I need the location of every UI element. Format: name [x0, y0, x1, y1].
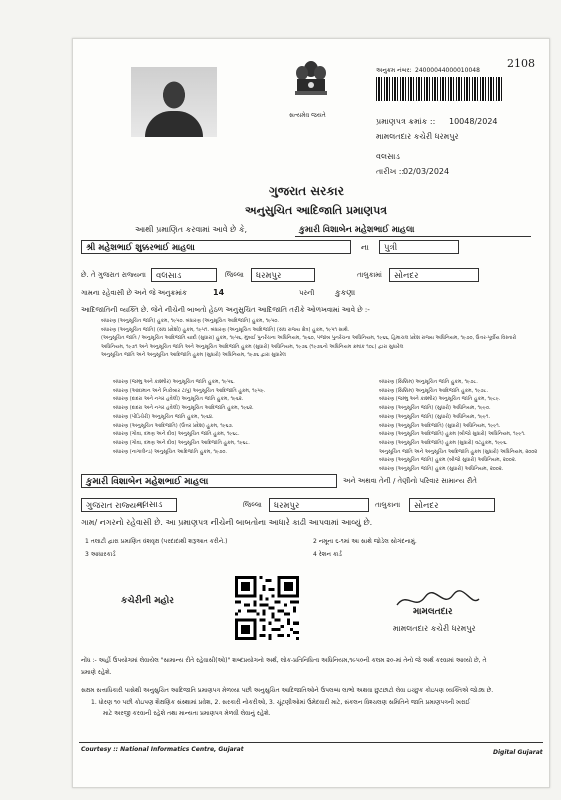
order-item: બંધારણ (અનુસૂચિત જાતિ) (સુધારો) અધિનિયમ, ૧૯૯૦.	[379, 405, 491, 412]
doc-item: 4 રેશન કાર્ડ	[313, 551, 342, 558]
district-label-2: જિલ્લા	[243, 501, 262, 509]
certificate-page	[72, 38, 550, 788]
order-item: બંધારણ (અનુસૂચિત આદિજાતિ) (ઉત્તર પ્રદેશ) હુકમ, ૧૯૬૭.	[113, 422, 234, 429]
applicant-name-2: કુમારી વિશાબેન મહેશભાઈ માહલા	[81, 474, 337, 488]
national-emblem-icon	[291, 57, 331, 109]
district-label-1: જિલ્લા	[225, 271, 244, 279]
relation: પુત્રી	[379, 240, 459, 254]
applicant-name: કુમારી વિશાબેન મહેશભાઈ માહલા	[295, 223, 531, 237]
district-name: વલસાડ	[376, 152, 400, 161]
taluka-label-2: તાલુકાના	[375, 501, 401, 509]
order-item: બંધારણ (આંદામાન અને નિકોબાર ટાપુ) અનુસૂચિત આદિજાતિ હુકમ, ૧૯૫૯.	[113, 387, 266, 394]
state-label: છે. તે ગુજરાત રાજ્યના	[81, 271, 146, 279]
order-item: બંધારણ (અનુસૂચિત જાતિ) હુકમ (સુધારો) અધિનિયમ, ૨૦૦૨.	[379, 466, 504, 473]
office-stamp-label: કચેરીની મહોર	[121, 596, 174, 606]
order-item: બંધારણ (અનુસૂચિત આદિજાતિ) (સુધારો) અધિનિયમ, ૧૯૯૧.	[379, 422, 501, 429]
order-item: બંધારણ (દાદરા અને નગર હવેલી) અનુસૂચિત આદિજાતિ હુકમ, ૧૯૬૨.	[113, 405, 254, 412]
barcode	[376, 77, 502, 101]
order-item: બંધારણ (ગોવા, દમણ અને દીવ) અનુસૂચિત જાતિ હુકમ, ૧૯૬૮.	[113, 431, 240, 438]
tribe-name: કુકણા	[335, 288, 356, 297]
note-3: 1. ધોરણ ૧૦ પછી કોઇપણ શૈક્ષણિક સંસ્થામાં પ્રવેશ, 2. સરકારી નોકરીઓ, 3. ચૂંટણીઓમાં ઉમેદવારી માટે, સંકલન વિશ્ચલણ સમિતિને જાતિ પ્રમાણપત્રની ખરાઈ	[91, 699, 471, 706]
footer-divider	[79, 742, 543, 743]
date-label: તારીખ ::	[376, 167, 405, 176]
qr-code	[235, 576, 299, 640]
note-1b: પ્રમાણે રહેશે.	[81, 669, 112, 676]
basis-line: ગામ/ નગરનો રહેવાસી છે. આ પ્રમાણપત્ર નીચેની બાબતોના આધારે કાઢી આપવામાં આવ્યું છે.	[81, 518, 373, 527]
officer-office: મામલતદાર કચેરી ધરમપુર	[393, 624, 476, 633]
tribe-description: આદિજાતિની વ્યક્તિ છે. જેને નીચેની બાબતો હેઠળ અનુસુચિત આદિજાતિ તરીકે ઓળખવામાં આવે છે :-	[81, 306, 370, 314]
cert-no-label: પ્રમાણપત્ર ક્રમાંક ::	[376, 117, 436, 126]
doc-item: 1 તલાટી દ્વારા પ્રમાણિત વંશવૃક્ષ (પરદાદાથી શરૂઆત કરીને.)	[85, 538, 228, 545]
applicant-photo	[131, 67, 217, 137]
cert-no: 10048/2024	[449, 117, 498, 126]
handwritten-number: 2108	[507, 57, 535, 70]
parent-name: શ્રી મહેશભાઈ શુક્કરભાઈ માહલા	[81, 240, 351, 254]
order-item: અનુસૂચિત જાતિ અને અનુસૂચિત આદિજાતિ હુકમ (સુધારો) અધિનિયમ, ૨૦૦૨	[379, 448, 538, 455]
courtesy-text: Courtesy :: National Informatics Centre, Gujarat	[81, 746, 244, 753]
resident-label: ગામના રહેવાસી છે અને જે અનુક્રમાંક	[81, 289, 187, 297]
act-item: અનુસૂચિત જાતિ અને અનુસૂચિત આદિજાતિ હુકમ (સુધારો) અધિનિયમ, ૧૯૭૬ દ્વારા સુધારેલ	[101, 352, 286, 359]
acts-list	[101, 317, 541, 360]
certificate-title: અનુસુચિત આદિજાતિ પ્રમાણપત્ર	[245, 204, 388, 217]
taluka-1: સોનદર	[389, 268, 479, 282]
serial-label: અનુક્રમ નંબર:	[376, 67, 412, 74]
orders-left	[113, 378, 265, 456]
emblem-caption: સત્યમેવ જયતે	[289, 112, 326, 119]
entry-number: 14	[213, 288, 225, 297]
serial-number: 24000044000010048	[415, 67, 480, 74]
village-2: વલસાડ	[137, 500, 163, 510]
note-3b: માટે અરજી કરવાની રહેશે તથા માન્યતા પ્રમાણપત્ર મેળવી લેવાનું રહેશે.	[103, 710, 271, 717]
government-title: ગુજરાત સરકાર	[269, 184, 344, 198]
order-item: બંધારણ (અનુસૂચિત જાતિ) હુકમ (બીજો સુધારો) અધિનિયમ, ૨૦૦૨.	[379, 457, 517, 464]
order-item: બંધારણ (અનુસૂચિત જાતિ) (સુધારો) અધિનિયમ, ૧૯૯૧.	[379, 413, 491, 420]
order-item: બંધારણ (દાદરા અને નગર હવેલી) અનુસૂચિત જાતિ હુકમ, ૧૯૬૨.	[113, 396, 244, 403]
orders-right	[379, 378, 537, 474]
act-item: બંધારણ (અનુસૂચિત જાતિ) (સંઘ પ્રદેશો) હુકમ, ૧૯૫૧. બંધારણ (અનુસૂચિત આદિજાતિ) (સંઘ રાજ્ય ક્ષેત્ર) હુકમ, ૧૯૫૧ સાથે.	[101, 326, 350, 333]
act-item: અધિનિયમ, ૧૯૭૧ અને અનુસૂચિત જાતિ અને અનુસૂચિત આદિજાતિ હુકમ (સુધારો) અધિનિયમ, ૧૯૭૬ (૧૯૭૬નો અધિનિયમ ક્રમાંક ૧૦૮) દ્વારા સુધારેલ	[101, 343, 404, 350]
act-item: (અનુસૂચિત જાતિ / અનુસૂચિત આદિજાતિ યાદી (સુધારા) હુકમ, ૧૯૫૬, મુંબઈ પુનર્રચના અધિનિયમ, ૧૯૬૦, પંજાબ પુનર્રચના અધિનિયમ, ૧૯૬૬, હિમાચલ પ્રદેશ રાજ્ય અધિનિયમ, ૧૯૭૦, ઉત્તર-પૂર્વીય વિસ્તારો	[101, 335, 517, 342]
act-item: બંધારણ (અનુસૂચિત જાતિ) હુકમ, ૧૯૫૦. બંધારણ (અનુસૂચિત આદિજાતિ) હુકમ, ૧૯૫૦.	[101, 318, 280, 324]
district-2: ધરમપુર	[269, 498, 369, 512]
order-item: બંધારણ (નાગાલેન્ડ) અનુસૂચિત આદિજાતિ હુકમ, ૧૯૭૦.	[113, 448, 227, 455]
order-item: બંધારણ (સિક્કિમ) અનુસૂચિત જાતિ હુકમ, ૧૯૭૮.	[379, 379, 478, 385]
taluka-label-1: તાલુકામાં	[357, 271, 382, 279]
doc-item: 3 આધારકાર્ડ	[85, 551, 116, 558]
order-item: બંધારણ (અનુસૂચિત આદિજાતિ) હુકમ (સુધારો) વટહુકમ, ૧૯૯૬.	[379, 439, 508, 446]
state-2: ગુજરાત રાજ્યના	[81, 498, 177, 512]
intro-text: આથી પ્રમાણિત કરવામાં આવે છે કે,	[135, 225, 248, 234]
order-item: બંધારણ (ગોવા, દમણ અને દીવ) અનુસૂચિત આદિજાતિ હુકમ, ૧૯૬૮.	[113, 439, 250, 446]
na-label: ના	[361, 243, 369, 252]
issuing-office: મામલતદાર કચેરી ધરમપુર	[376, 132, 459, 141]
taluka-2: સોનદર	[409, 498, 495, 512]
order-item: બંધારણ (જમ્મુ અને કાશ્મીર) અનુસૂચિત જાતિ હુકમ, ૧૯૫૬.	[113, 379, 235, 385]
doc-item: 2 નમૂના ૬-૧માં આ સાથે જોડેલ સોગંદનામું.	[313, 538, 417, 545]
officer-title: મામલતદાર	[413, 607, 453, 617]
order-item: બંધારણ (પોંડિચેરી) અનુસૂચિત જાતિ હુકમ, ૧૯૬૪.	[113, 413, 214, 420]
village-1: વલસાડ	[151, 268, 217, 282]
entry-tail: પરની	[299, 289, 315, 297]
digital-gujarat-label: Digital Gujarat	[493, 749, 543, 756]
note-1: નોંધ :- અહીં ઉપયોગમાં લેવાયેલ "સામાન્ય રીતે રહેવાસી(ઓ)" શબ્દપ્રયોગનો અર્થ, લોક-પ્રતિનિધિત્વ અધિનિયમ,૧૯૫૦ની કલમ ૨૦-માં તેનો જે અર્થ કરવામાં આવ્યો છે, તે	[81, 657, 487, 664]
order-item: બંધારણ (અનુસૂચિત આદિજાતિ) હુકમ (બીજો સુધારો) અધિનિયમ, ૧૯૯૧.	[379, 431, 526, 438]
note-2: સક્ષમ સત્તાધિકારી પાસેથી અનુસુચિત આદિજાતિ પ્રમાણપત્ર મેળવ્યા પછી અનુસુચિત આદિજાતિઓને ઉપલબ્ધ લાભો અથવા છુટછાટો લેવા ઇચ્છુક કોઇપણ વ્યક્તિએ જોડ્ય છે.	[81, 687, 494, 694]
order-item: બંધારણ (જમ્મુ અને કાશ્મીર) અનુસૂચિત જાતિ હુકમ, ૧૯૮૯.	[379, 396, 501, 403]
issue-date: 02/03/2024	[403, 167, 450, 176]
family-tail: અને અથવા તેની / તેણીનો પરિવાર સામાન્ય રીતે	[343, 477, 477, 485]
district-1: ધરમપુર	[251, 268, 315, 282]
order-item: બંધારણ (સિક્કિમ) અનુસૂચિત આદિજાતિ હુકમ, ૧૯૭૮.	[379, 387, 489, 394]
